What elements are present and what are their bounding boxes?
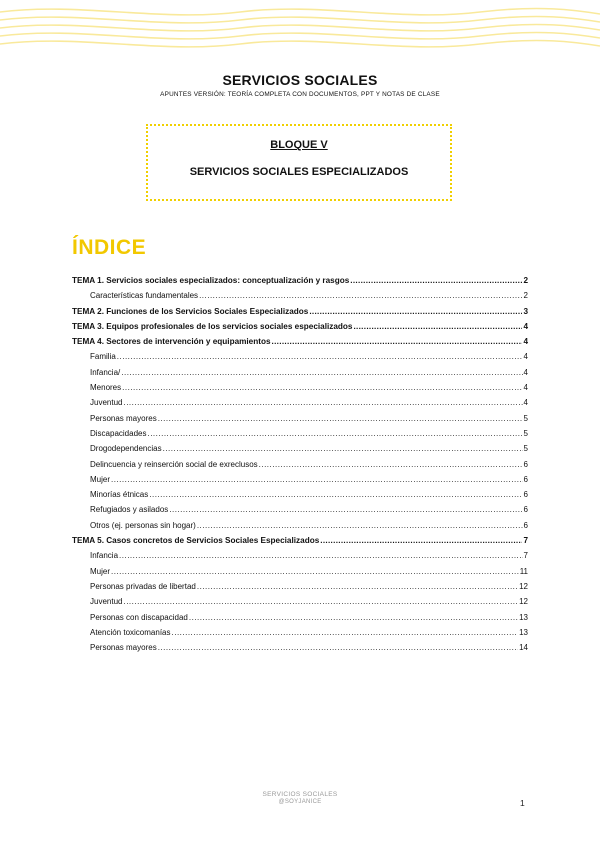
- toc-entry-text: Familia: [90, 352, 116, 362]
- toc-entry-text: TEMA 4. Sectores de intervención y equipamientos: [72, 337, 271, 347]
- toc-entry[interactable]: [72, 505, 528, 520]
- toc-entry-page: 4: [523, 398, 528, 408]
- toc-entry-page: 12: [519, 581, 528, 591]
- toc-entry[interactable]: [72, 429, 528, 444]
- toc-entry-page: 4: [523, 337, 528, 347]
- toc-entry[interactable]: [72, 490, 528, 505]
- toc-entry-page: 6: [523, 520, 528, 530]
- toc-entry-page: 5: [523, 428, 528, 438]
- toc-entry[interactable]: [72, 322, 528, 337]
- footer-title: SERVICIOS SOCIALES: [262, 791, 338, 798]
- document-title: SERVICIOS SOCIALES: [222, 72, 378, 88]
- toc-entry[interactable]: [72, 521, 528, 536]
- toc-entry-page: 6: [523, 474, 528, 484]
- toc-entry-text: Otros (ej. personas sin hogar): [90, 520, 196, 530]
- toc-entry[interactable]: [72, 475, 528, 490]
- toc-entry-text: Personas con discapacidad: [90, 612, 188, 622]
- toc-entry[interactable]: [72, 628, 528, 643]
- toc-entry-text: Mujer: [90, 566, 111, 576]
- toc-entry-page: 7: [523, 536, 528, 546]
- footer-handle: @SOYJANICE: [278, 799, 322, 805]
- toc-entry-text: Infancia/: [90, 367, 121, 377]
- toc-entry-text: Delincuencia y reinserción social de exreclusos: [90, 459, 258, 469]
- toc-entry-text: Juventud: [90, 597, 123, 607]
- toc-entry-text: Menores: [90, 383, 122, 393]
- toc-entry-text: Atención toxicomanías: [90, 627, 171, 637]
- toc-entry-text: TEMA 1. Servicios sociales especializados: conceptualización y rasgos: [72, 276, 350, 285]
- toc-entry-page: 4: [523, 367, 528, 377]
- toc-entry[interactable]: [72, 536, 528, 551]
- toc-entry-page: 13: [519, 627, 528, 637]
- toc-entry-text: TEMA 5. Casos concretos de Servicios Sociales Especializados: [72, 536, 320, 546]
- bloque-title: BLOQUE V: [270, 139, 328, 151]
- toc-entry[interactable]: [72, 613, 528, 628]
- toc-entry-page: 13: [519, 612, 528, 622]
- bloque-subtitle: SERVICIOS SOCIALES ESPECIALIZADOS: [189, 166, 409, 178]
- toc-entry-page: 3: [523, 306, 528, 316]
- toc-entry-text: TEMA 2. Funciones de los Servicios Sociales Especializados: [72, 306, 309, 316]
- toc-entry-page: 5: [523, 413, 528, 423]
- toc-entry-text: Minorías étnicas: [90, 490, 149, 500]
- toc-entry-page: 7: [523, 551, 528, 561]
- toc-entry[interactable]: [72, 352, 528, 367]
- toc-entry[interactable]: [72, 291, 528, 306]
- decorative-top-waves: [0, 0, 600, 60]
- toc-entry-page: 6: [523, 490, 528, 500]
- toc-entry[interactable]: [72, 460, 528, 475]
- toc-entry[interactable]: [72, 567, 528, 582]
- index-heading: ÍNDICE: [72, 236, 147, 259]
- toc-entry[interactable]: [72, 307, 528, 322]
- toc-entry[interactable]: [72, 414, 528, 429]
- toc-entry-text: Infancia: [90, 551, 119, 561]
- toc-entry-text: Personas mayores: [90, 643, 157, 653]
- toc-entry-page: 12: [519, 597, 528, 607]
- toc-entry[interactable]: [72, 643, 528, 658]
- toc-entry-text: Características fundamentales: [90, 291, 199, 301]
- toc-entry[interactable]: [72, 276, 528, 291]
- toc-entry-page: 4: [523, 383, 528, 393]
- toc-entry-text: TEMA 3. Equipos profesionales de los servicios sociales especializados: [72, 321, 353, 331]
- toc-entry-text: Personas mayores: [90, 413, 157, 423]
- toc-entry-text: Juventud: [90, 398, 123, 408]
- toc-entry-text: Personas privadas de libertad: [90, 581, 196, 591]
- page-footer: [0, 791, 600, 805]
- toc-entry-page: 6: [523, 505, 528, 515]
- toc-entry-text: Mujer: [90, 474, 111, 484]
- toc-entry[interactable]: [72, 398, 528, 413]
- toc-entry[interactable]: [72, 597, 528, 612]
- toc-entry[interactable]: [72, 383, 528, 398]
- toc-entry[interactable]: [72, 337, 528, 352]
- toc-entry-page: 6: [523, 459, 528, 469]
- toc-entry-page: 4: [523, 321, 528, 331]
- bloque-box: [146, 124, 452, 201]
- toc-entry-page: 2: [523, 276, 528, 285]
- toc-entry-text: Refugiados y asilados: [90, 505, 169, 515]
- page-number: 1: [520, 798, 525, 808]
- toc-entry[interactable]: [72, 444, 528, 459]
- toc-entry-page: 2: [523, 291, 528, 301]
- toc-entry-page: 4: [523, 352, 528, 362]
- toc-entry-text: Discapacidades: [90, 428, 147, 438]
- toc-entry-text: Drogodependencias: [90, 444, 162, 454]
- table-of-contents: [72, 276, 528, 658]
- toc-entry[interactable]: [72, 582, 528, 597]
- toc-entry-page: 11: [519, 566, 528, 576]
- document-subtitle: APUNTES VERSIÓN: TEORÍA COMPLETA CON DOCUMENTOS, PPT Y NOTAS DE CLASE: [160, 91, 440, 98]
- toc-entry-page: 14: [519, 643, 528, 653]
- document-header: [0, 72, 600, 98]
- toc-entry[interactable]: [72, 551, 528, 566]
- toc-entry-page: 5: [523, 444, 528, 454]
- toc-entry[interactable]: [72, 368, 528, 383]
